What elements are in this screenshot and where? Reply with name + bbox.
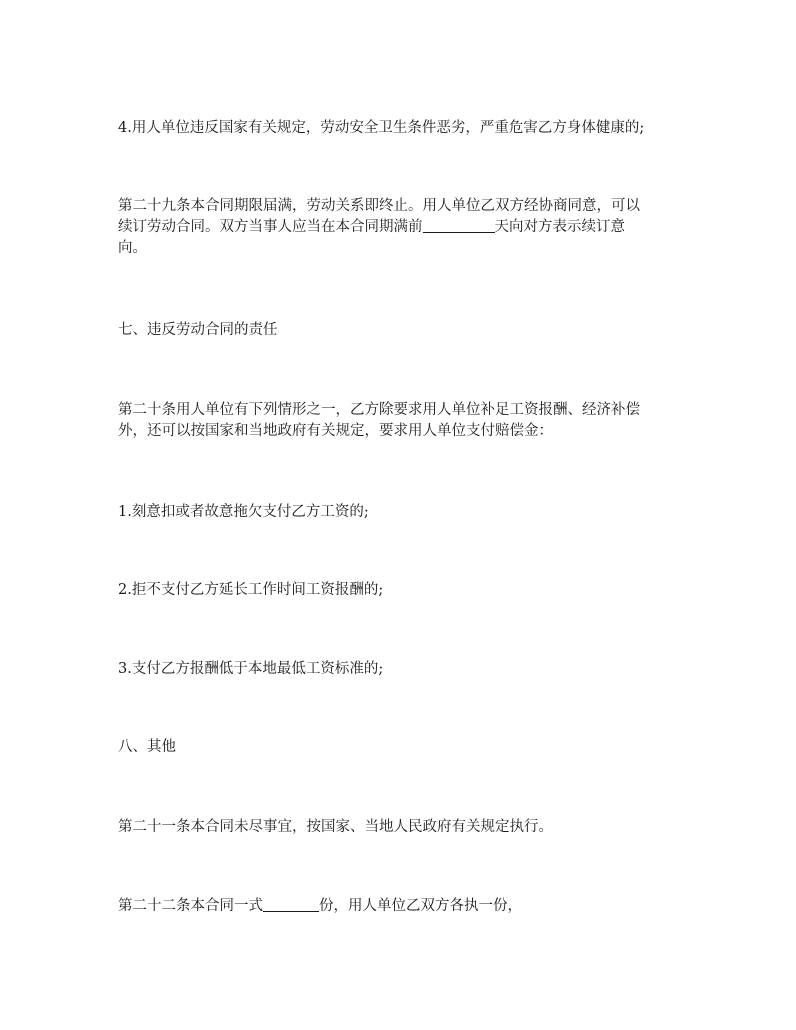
article-22-before: 第二十二条本合同一式 [118,898,263,914]
section-8-heading [118,737,688,758]
article-21 [118,817,688,838]
article-29-line-2 [118,217,688,238]
compensation-item-3-text: 3.支付乙方报酬低于本地最低工资标准的; [118,661,384,677]
article-22-after: 份，用人单位乙双方各执一份， [319,898,522,914]
compensation-item-2 [118,580,688,601]
article-20-line-1: 第二十条用人单位有下列情形之一，乙方除要求用人单位补足工资报酬、经济补偿 [118,402,640,418]
compensation-item-1-text: 1.刻意扣或者故意拖欠支付乙方工资的; [118,504,369,520]
article-29-line-1: 第二十九条本合同期限届满，劳动关系即终止。用人单位乙双方经协商同意，可以 [118,198,640,214]
copies-blank [263,896,319,912]
article-22 [118,896,688,917]
article-20-line-2: 外，还可以按国家和当地政府有关规定，要求用人单位支付赔偿金： [118,423,553,439]
section-7-heading [118,320,688,341]
compensation-item-1 [118,502,688,523]
article-29-line-3: 向。 [118,240,147,256]
days-blank [423,217,495,233]
article-29-line-2-before: 续订劳动合同。双方当事人应当在本合同期满前 [118,219,423,235]
compensation-item-2-text: 2.拒不支付乙方延长工作时间工资报酬的; [118,582,384,598]
article-21-text: 第二十一条本合同未尽事宜，按国家、当地人民政府有关规定执行。 [118,819,553,835]
clause-item-4-text: 4.用人单位违反国家有关规定，劳动安全卫生条件恶劣，严重危害乙方身体健康的; [118,120,645,136]
compensation-item-3 [118,659,688,680]
article-20 [118,400,688,442]
article-29-line-2-after: 天向对方表示续订意 [494,219,625,235]
clause-item-4 [118,118,688,139]
section-7-heading-text: 七、违反劳动合同的责任 [118,322,278,338]
article-22-line [118,896,688,917]
article-29 [118,196,688,259]
section-8-heading-text: 八、其他 [118,739,176,755]
